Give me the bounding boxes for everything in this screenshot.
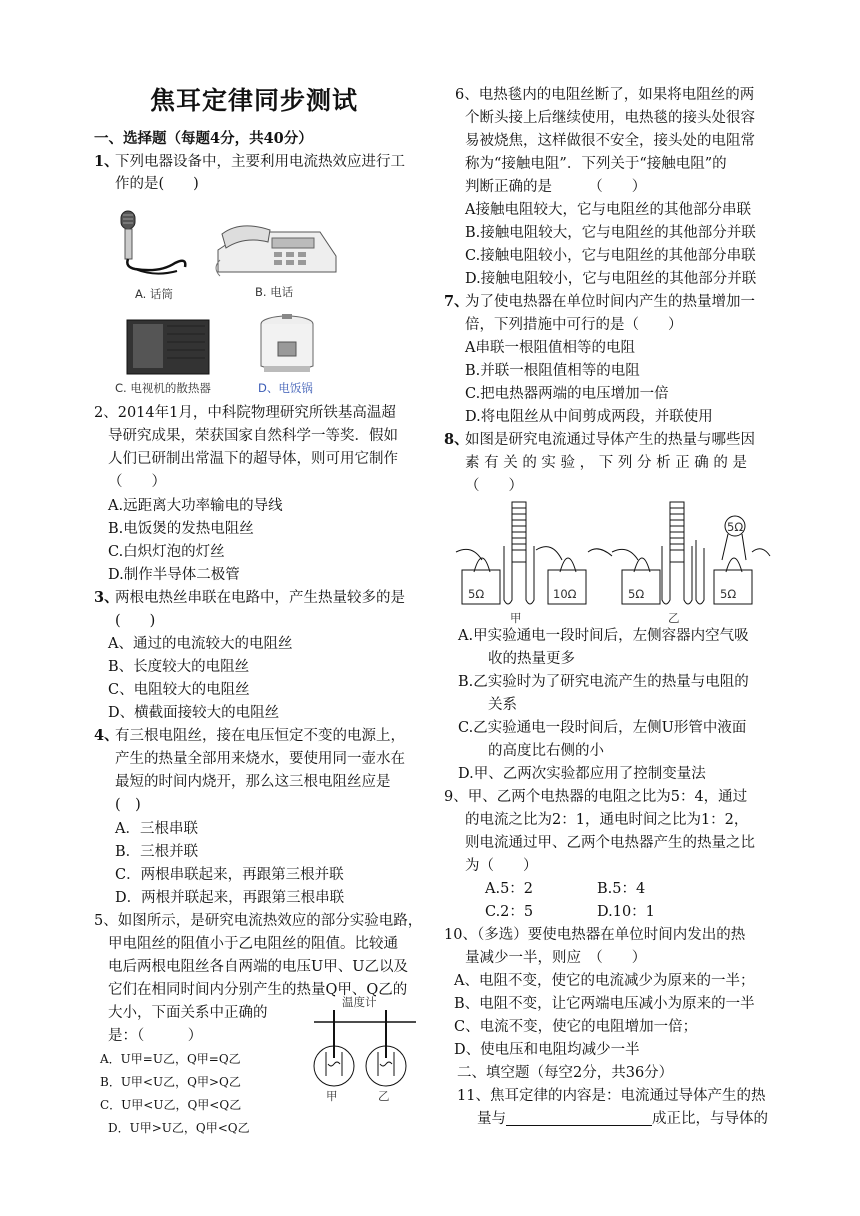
q1-caption-a: A. 话筒 [135,287,173,301]
q11-blank[interactable] [506,1109,652,1126]
r2-label: 10Ω [553,587,577,601]
section-choice-heading: 一、选择题（每题4分，共40分） [94,130,313,147]
section-fill-heading: 二、填空题（每空2分，共36分） [457,1065,674,1081]
u-tube-diagram [452,500,772,635]
rice-cooker-image [256,312,318,378]
r3-label: 5Ω [628,587,645,601]
r5-label: 5Ω [727,520,744,534]
flask-yi-label: 乙 [378,1089,390,1103]
fig-jia-label: 甲 [510,611,522,625]
flask-jia-label: 甲 [326,1089,338,1103]
q1-caption-c: C. 电视机的散热器 [115,381,211,395]
q11-part-a: 量与 [477,1111,506,1127]
q1-caption-d: D、电饭锅 [258,381,313,395]
microphone-image [115,205,195,280]
q11-part-b: 成正比，与导体的 [652,1111,768,1127]
thermometer-label: 温度计 [342,995,377,1009]
tv-heatsink-image [123,316,213,378]
r4-label: 5Ω [720,587,737,601]
telephone-image [210,220,340,278]
r1-label: 5Ω [468,587,485,601]
fig-yi-label: 乙 [668,611,680,625]
page-title: 焦耳定律同步测试 [150,86,359,115]
q1-caption-b: B. 电话 [255,285,294,299]
